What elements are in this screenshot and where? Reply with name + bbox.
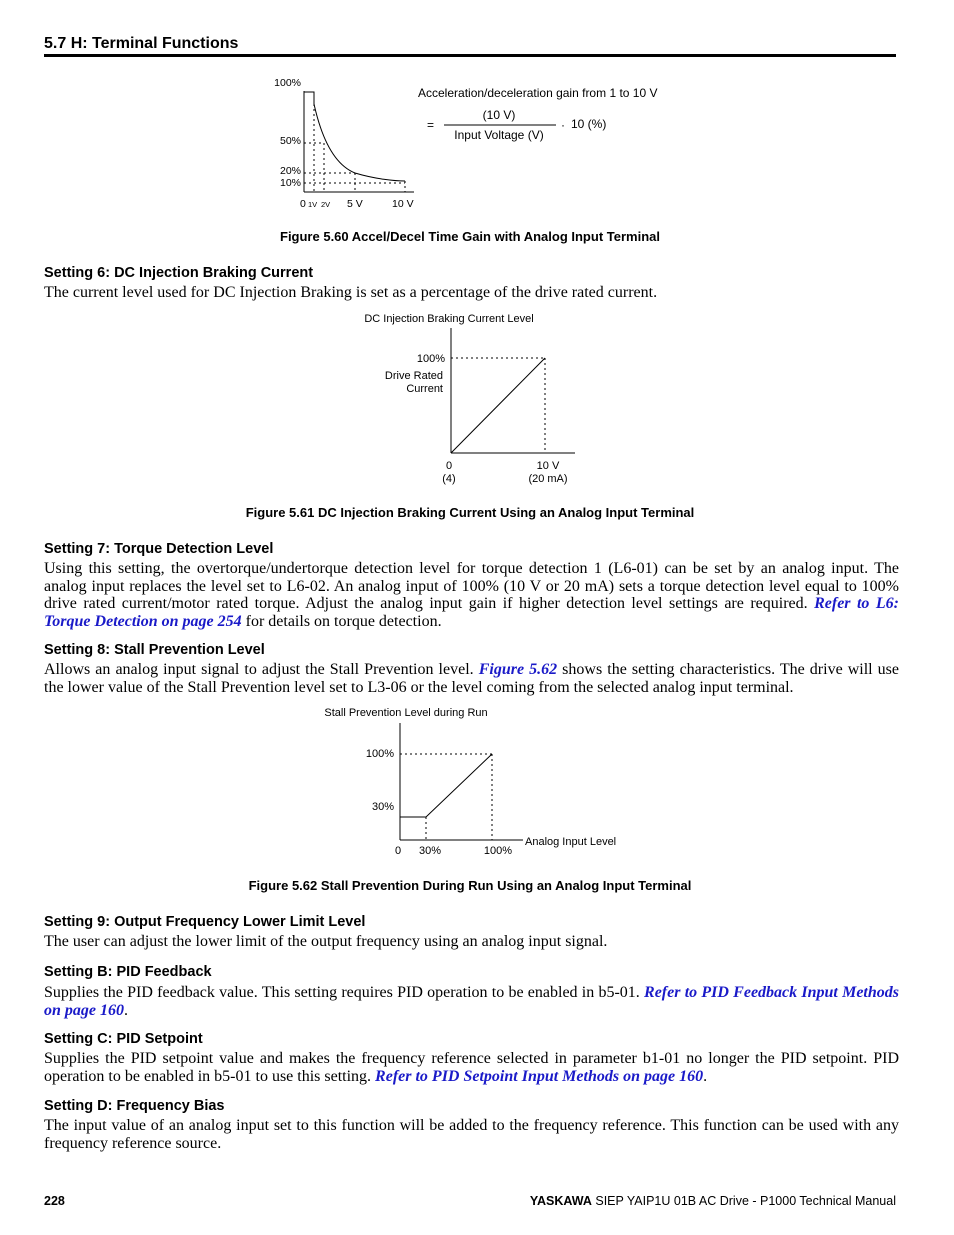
fig62-xtick: 0 bbox=[394, 845, 402, 857]
setting-7-heading: Setting 7: Torque Detection Level bbox=[44, 541, 274, 557]
setting-b-text: Supplies the PID feedback value. This setting requires PID operation to be enabled in b5-01. bbox=[44, 984, 645, 1001]
fig60-ytick: 10% bbox=[279, 177, 301, 189]
fig60-xtick: 10 V bbox=[392, 198, 414, 210]
fig60-ytick: 50% bbox=[279, 135, 301, 147]
fig60-xtick: 0 bbox=[300, 198, 306, 210]
setting-c-text: Supplies the PID setpoint value and makes the frequency reference selected in parameter b1-01 no longer the PID setpoint. PID operation to be enabled in b5-01 to use this setting. bbox=[44, 1050, 899, 1085]
fig60-ytick: 100% bbox=[274, 77, 301, 89]
fig62-title: Stall Prevention Level during Run bbox=[324, 707, 488, 719]
fig61-xtick: 10 V bbox=[536, 460, 560, 472]
fig60-cap bbox=[304, 92, 314, 104]
fig61-xtick: 0 bbox=[445, 460, 453, 472]
fig62-xlabel: Analog Input Level bbox=[525, 836, 617, 848]
fig60-xtick: 1V bbox=[308, 200, 318, 209]
fig61-ylabel: Current bbox=[406, 383, 443, 395]
section-rule bbox=[44, 54, 896, 57]
setting-8-heading: Setting 8: Stall Prevention Level bbox=[44, 642, 265, 658]
fig62-ytick: 30% bbox=[371, 801, 394, 813]
setting-c-tail: . bbox=[703, 1067, 708, 1085]
fig60-caption: Figure 5.60 Accel/Decel Time Gain with Analog Input Terminal bbox=[280, 229, 660, 244]
setting-7-body bbox=[44, 560, 899, 630]
fig60-formula-num: (10 V) bbox=[482, 108, 516, 122]
footer-title bbox=[530, 1194, 896, 1208]
setting-7-text: Using this setting, the overtorque/undertorque detection level for torque detection 1 (L6-01) can be set by an analog input. The analog input replaces the level set to L6-02. An analog input of 100% (10 V or 20 mA) sets a torque detection level equal to 100% drive rated current/motor rated torque. Adjust the analog input gain if higher detection level settings are required. bbox=[44, 560, 899, 612]
fig60-formula-eq: = bbox=[427, 118, 435, 132]
fig62-caption: Figure 5.62 Stall Prevention During Run Using an Analog Input Terminal bbox=[248, 878, 692, 893]
setting-8-text-2: shows the setting characteristics. The drive will use the lower value of the Stall Prevention level set to L3-06 or the level coming from the selected analog input terminal. bbox=[44, 661, 900, 696]
fig60-formula-mul: · bbox=[561, 118, 565, 132]
setting-c-body bbox=[44, 1050, 899, 1085]
fig60-ytick: 20% bbox=[279, 165, 301, 177]
fig62-xtick: 100% bbox=[483, 845, 513, 857]
setting-9-body: The user can adjust the lower limit of the output frequency using an analog input signal. bbox=[44, 933, 608, 950]
fig62-ytick: 100% bbox=[365, 748, 394, 760]
pid-setpoint-link[interactable]: Refer to PID Setpoint Input Methods on page 160 bbox=[375, 1067, 704, 1085]
setting-c-heading: Setting C: PID Setpoint bbox=[44, 1031, 203, 1047]
setting-6-body: The current level used for DC Injection Braking is set as a percentage of the drive rated current. bbox=[44, 284, 658, 301]
setting-9-heading: Setting 9: Output Frequency Lower Limit Level bbox=[44, 914, 366, 930]
fig60-xtick: 5 V bbox=[347, 198, 363, 210]
setting-d-body: The input value of an analog input set to this function will be added to the frequency reference. This function can be used with any frequency reference source. bbox=[44, 1117, 899, 1152]
fig61-xtick-sub: (4) bbox=[442, 473, 456, 485]
setting-b-tail: . bbox=[124, 1001, 128, 1019]
fig61-title: DC Injection Braking Current Level bbox=[364, 313, 534, 325]
fig60-formula-title: Acceleration/deceleration gain from 1 to 10 V bbox=[418, 86, 658, 100]
footer-brand: YASKAWA bbox=[529, 1194, 592, 1208]
setting-b-body bbox=[44, 984, 899, 1019]
setting-6-heading: Setting 6: DC Injection Braking Current bbox=[44, 265, 314, 281]
fig60-xtick: 2V bbox=[321, 200, 331, 209]
figure-5-62-link[interactable]: Figure 5.62 bbox=[478, 661, 558, 678]
pid-feedback-link[interactable]: Refer to PID Feedback Input Methods on page 160 bbox=[44, 984, 899, 1019]
setting-8-body bbox=[44, 661, 899, 696]
fig62-line bbox=[400, 754, 492, 817]
fig60-formula-rhs: 10 (%) bbox=[571, 117, 607, 131]
setting-b-heading: Setting B: PID Feedback bbox=[44, 964, 212, 980]
torque-detection-link[interactable]: Refer to L6: Torque Detection on page 254 bbox=[44, 595, 899, 630]
fig60-formula-den: Input Voltage (V) bbox=[454, 128, 544, 142]
fig60-curve bbox=[314, 104, 405, 181]
setting-7-tail: for details on torque detection. bbox=[241, 612, 442, 630]
section-title: 5.7 H: Terminal Functions bbox=[44, 35, 239, 52]
fig61-xtick-sub: (20 mA) bbox=[528, 473, 568, 485]
fig61-ytick: 100% bbox=[416, 353, 445, 365]
fig61-caption: Figure 5.61 DC Injection Braking Current Using an Analog Input Terminal bbox=[245, 505, 695, 520]
fig62-xtick: 30% bbox=[418, 845, 442, 857]
setting-8-text: Allows an analog input signal to adjust the Stall Prevention level. bbox=[44, 661, 479, 678]
setting-d-heading: Setting D: Frequency Bias bbox=[44, 1098, 225, 1114]
fig61-line bbox=[451, 358, 545, 453]
page-number: 228 bbox=[44, 1194, 65, 1208]
fig61-ylabel: Drive Rated bbox=[384, 370, 443, 382]
footer-manual-title: SIEP YAIP1U 01B AC Drive - P1000 Technical Manual bbox=[591, 1194, 896, 1208]
